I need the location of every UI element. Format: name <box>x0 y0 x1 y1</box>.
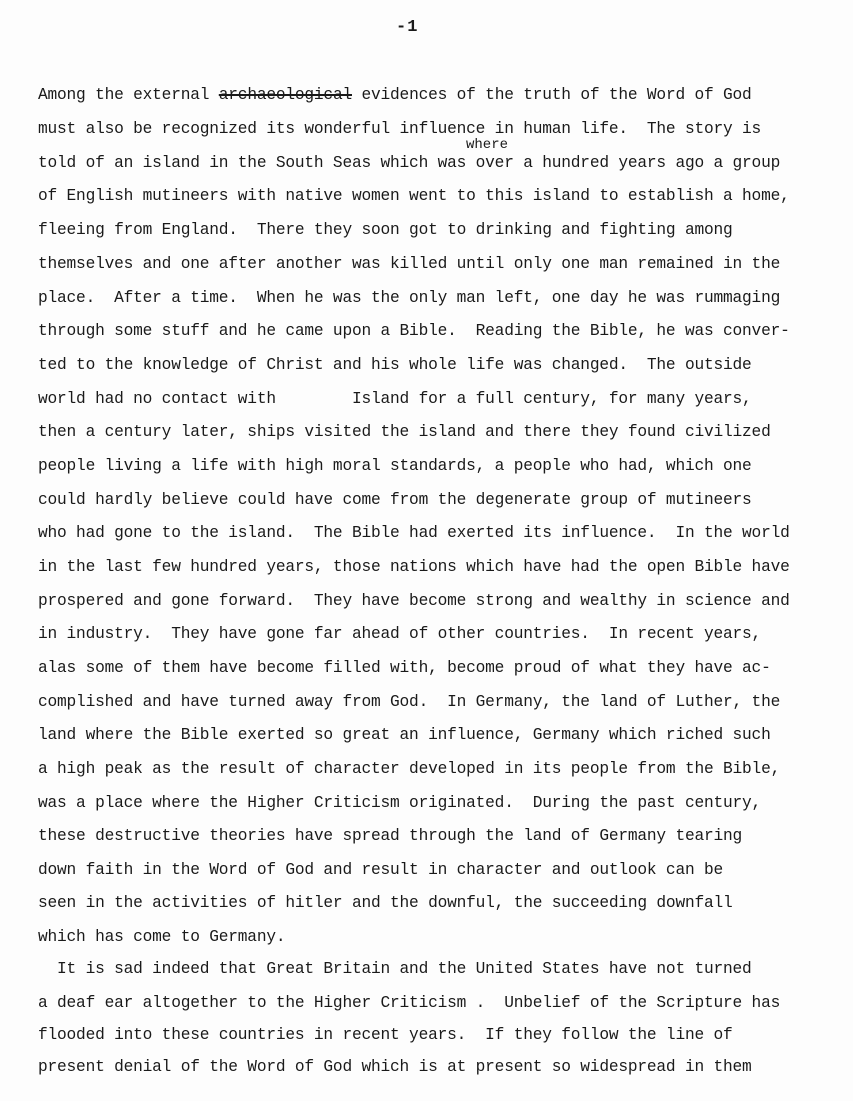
text-segment: Among the external <box>38 86 219 104</box>
text-line: then a century later, ships visited the island and there they found civilized <box>38 423 771 441</box>
text-line: complished and have turned away from God. In Germany, the land of Luther, the <box>38 693 781 711</box>
text-line: in industry. They have gone far ahead of other countries. In recent years, <box>38 625 762 643</box>
text-line: in the last few hundred years, those nations which have had the open Bible have <box>38 558 790 576</box>
text-line: of English mutineers with native women went to this island to establish a home, <box>38 187 790 205</box>
text-line: was a place where the Higher Criticism originated. During the past century, <box>38 794 762 812</box>
text-line <box>38 85 752 105</box>
text-line: a high peak as the result of character developed in its people from the Bible, <box>38 760 781 778</box>
text-line: seen in the activities of hitler and the downful, the succeeding downfall <box>38 894 733 912</box>
text-line: place. After a time. When he was the only man left, one day he was rummaging <box>38 289 781 307</box>
text-line: these destructive theories have spread through the land of Germany tearing <box>38 827 743 845</box>
text-line: themselves and one after another was killed until only one man remained in the <box>38 255 781 273</box>
text-line: It is sad indeed that Great Britain and the United States have not turned <box>38 960 752 978</box>
text-segment: evidences of the truth of the Word of God <box>351 86 752 104</box>
text-line: prospered and gone forward. They have become strong and wealthy in science and <box>38 592 790 610</box>
text-line: ted to the knowledge of Christ and his whole life was changed. The outside <box>38 356 752 374</box>
text-line: flooded into these countries in recent years. If they follow the line of <box>38 1026 733 1044</box>
struck-word: archaeological <box>218 86 352 104</box>
text-line: through some stuff and he came upon a Bible. Reading the Bible, he was conver- <box>38 322 790 340</box>
text-line: down faith in the Word of God and result in character and outlook can be <box>38 861 724 879</box>
text-line: people living a life with high moral standards, a people who had, which one <box>38 457 752 475</box>
text-line: could hardly believe could have come from the degenerate group of mutineers <box>38 491 752 509</box>
text-line: land where the Bible exerted so great an influence, Germany which riched such <box>38 726 771 744</box>
handwritten-insertion: where <box>466 137 509 153</box>
text-line: must also be recognized its wonderful influence in human life. The story is <box>38 120 762 138</box>
text-line: present denial of the Word of God which is at present so widespread in them <box>38 1058 752 1076</box>
text-line: fleeing from England. There they soon got to drinking and fighting among <box>38 221 733 239</box>
text-line: world had no contact with Island for a full century, for many years, <box>38 390 752 408</box>
text-line: a deaf ear altogether to the Higher Criticism . Unbelief of the Scripture has <box>38 994 781 1012</box>
text-line: alas some of them have become filled with, become proud of what they have ac- <box>38 659 771 677</box>
text-line: told of an island in the South Seas which was over a hundred years ago a group <box>38 154 781 172</box>
text-line: which has come to Germany. <box>38 928 286 946</box>
page-number: -1 <box>396 18 419 37</box>
text-line: who had gone to the island. The Bible had exerted its influence. In the world <box>38 524 790 542</box>
